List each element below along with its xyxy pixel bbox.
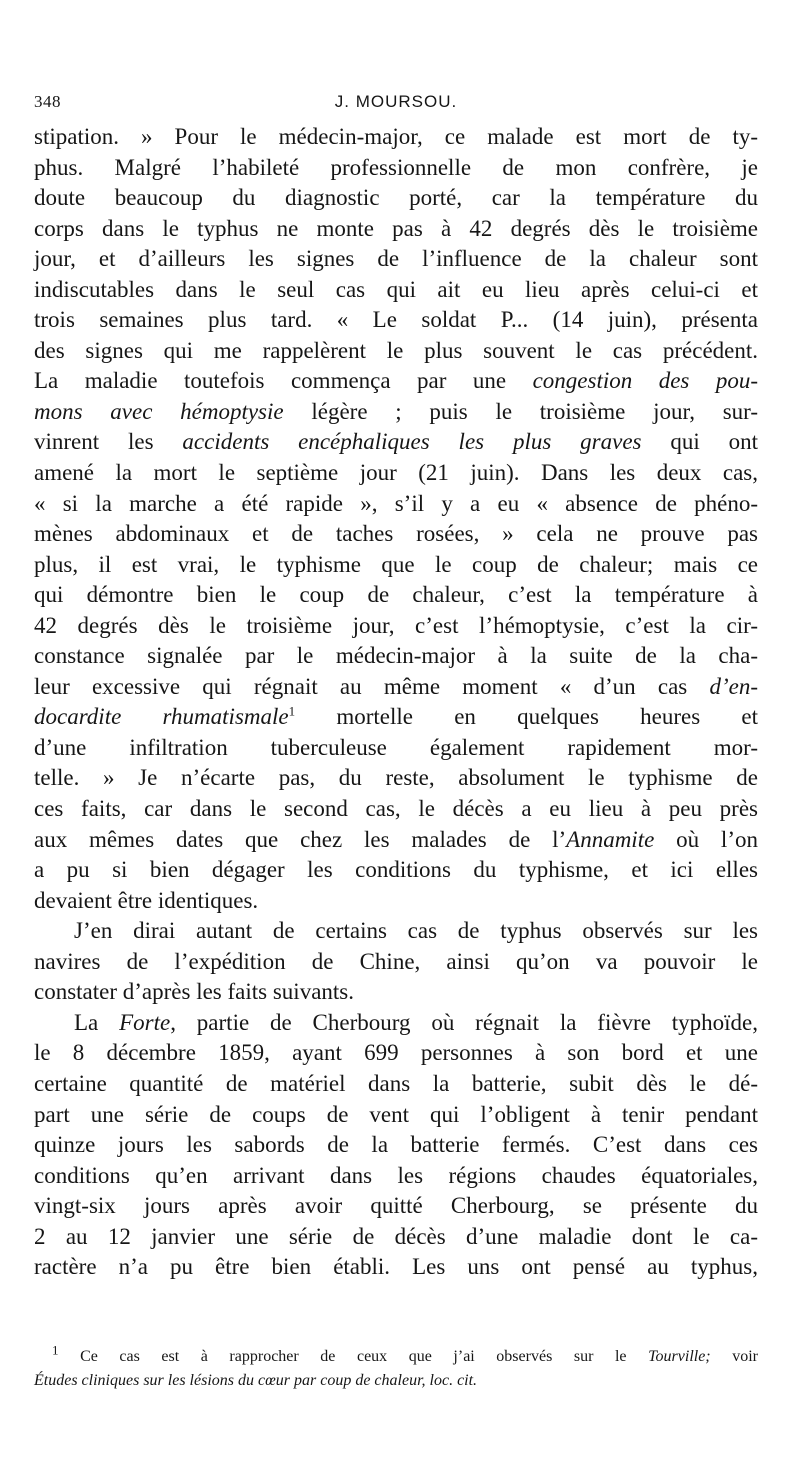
text-line — [34, 1008, 758, 1039]
text-line: quinze jours les sabords de la batterie fermés. C’est dans ces — [34, 1132, 758, 1158]
text-line: plus, il est vrai, le typhisme que le coup de chaleur; mais ce — [34, 551, 758, 577]
footnote — [34, 1342, 758, 1393]
italic-span: Tourville; — [648, 1348, 711, 1365]
footnote-line — [34, 1342, 758, 1369]
text-line: constater d’après les faits suivants. — [34, 979, 354, 1005]
text-line — [34, 672, 758, 703]
text-line: corps dans le typhus ne monte pas à 42 degrés dès le troisième — [34, 215, 758, 241]
text-line: devaient être identiques. — [34, 887, 259, 913]
text-line: phus. Malgré l’habileté professionnelle de mon confrère, je — [34, 154, 758, 180]
text-span: où l’on — [654, 826, 758, 852]
text-span: qui ont — [641, 429, 758, 455]
text-span: voir — [710, 1348, 758, 1365]
text-line — [34, 397, 758, 428]
body-text — [34, 122, 758, 1283]
italic-span: Annamite — [566, 826, 655, 852]
text-span: aux mêmes dates que chez les malades de l’ — [34, 826, 567, 852]
text-line: navires de l’expédition de Chine, ainsi qu’on va pouvoir le — [34, 948, 758, 974]
footnote-reference: 1 — [288, 703, 296, 719]
italic-span: docardite rhumatismale — [34, 704, 289, 730]
italic-span: congestion des pou- — [532, 368, 759, 394]
text-line: le 8 décembre 1859, ayant 699 personnes à son bord et une — [34, 1040, 758, 1066]
text-line: des signes qui me rappelèrent le plus souvent le cas précédent. — [34, 337, 758, 363]
text-line: a pu si bien dégager les conditions du typhisme, et ici elles — [34, 857, 758, 883]
text-span: leur excessive qui régnait au même moment « d’un cas — [34, 673, 710, 699]
italic-span: Forte — [119, 1009, 171, 1035]
text-span: , partie de Cherbourg où régnait la fièvre typhoïde, — [170, 1009, 758, 1035]
text-line: doute beaucoup du diagnostic porté, car la température du — [34, 185, 758, 211]
text-span: La — [74, 1009, 120, 1035]
text-line: mènes abdominaux et de taches rosées, » cela ne prouve pas — [34, 521, 758, 547]
footnote-marker: 1 — [52, 1342, 59, 1358]
text-line: amené la mort le septième jour (21 juin). Dans les deux cas, — [34, 460, 758, 486]
text-line: telle. » Je n’écarte pas, du reste, absolument le typhisme de — [34, 765, 758, 791]
text-line: 42 degrés dès le troisième jour, c’est l’hémoptysie, c’est la cir- — [34, 612, 758, 638]
page-number: 348 — [34, 92, 61, 111]
text-line: qui démontre bien le coup de chaleur, c’est la température à — [34, 582, 758, 608]
text-span: mortelle en quelques heures et — [295, 704, 758, 730]
text-line: conditions qu’en arrivant dans les régions chaudes équatoriales, — [34, 1162, 758, 1188]
italic-span: mons avec hémoptysie — [34, 398, 284, 424]
italic-span: d’en- — [709, 673, 758, 699]
text-line: jour, et d’ailleurs les signes de l’influence de la chaleur sont — [34, 246, 758, 272]
text-line: d’une infiltration tuberculeuse également rapidement mor- — [34, 734, 758, 760]
text-line: ces faits, car dans le second cas, le décès a eu lieu à peu près — [34, 796, 758, 822]
text-line: 2 au 12 janvier une série de décès d’une maladie dont le ca- — [34, 1223, 758, 1249]
italic-span: accidents encéphaliques les plus graves — [182, 429, 642, 455]
text-line — [34, 427, 758, 458]
text-line — [34, 366, 758, 397]
text-line: certaine quantité de matériel dans la batterie, subit dès le dé- — [34, 1070, 758, 1096]
text-span: Ce cas est à rapprocher de ceux que j’ai observés sur le — [58, 1348, 649, 1365]
page-header — [34, 92, 758, 114]
text-line: ractère n’a pu être bien établi. Les uns ont pensé au typhus, — [34, 1254, 758, 1280]
text-span: La maladie toutefois commença par une — [34, 368, 533, 394]
text-span: légère ; puis le troisième jour, sur- — [283, 398, 759, 424]
text-line: J’en dirai autant de certains cas de typhus observés sur les — [74, 918, 758, 944]
text-line: « si la marche a été rapide », s’il y a eu « absence de phéno- — [34, 490, 758, 516]
text-line: trois semaines plus tard. « Le soldat P... (14 juin), présenta — [34, 307, 758, 333]
running-head: J. MOURSOU. — [334, 92, 458, 111]
text-span: vinrent les — [34, 429, 183, 455]
text-line: indiscutables dans le seul cas qui ait eu lieu après celui-ci et — [34, 276, 758, 302]
text-line — [34, 825, 758, 856]
text-line: stipation. » Pour le médecin-major, ce malade est mort de ty- — [34, 124, 758, 149]
footnote-line: Études cliniques sur les lésions du cœur par coup de chaleur, loc. cit. — [34, 1372, 478, 1389]
text-line: part une série de coups de vent qui l’obligent à tenir pendant — [34, 1101, 758, 1127]
text-line: constance signalée par le médecin-major à la suite de la cha- — [34, 643, 758, 669]
text-line: vingt-six jours après avoir quitté Cherbourg, se présente du — [34, 1193, 758, 1219]
text-line — [34, 702, 758, 733]
